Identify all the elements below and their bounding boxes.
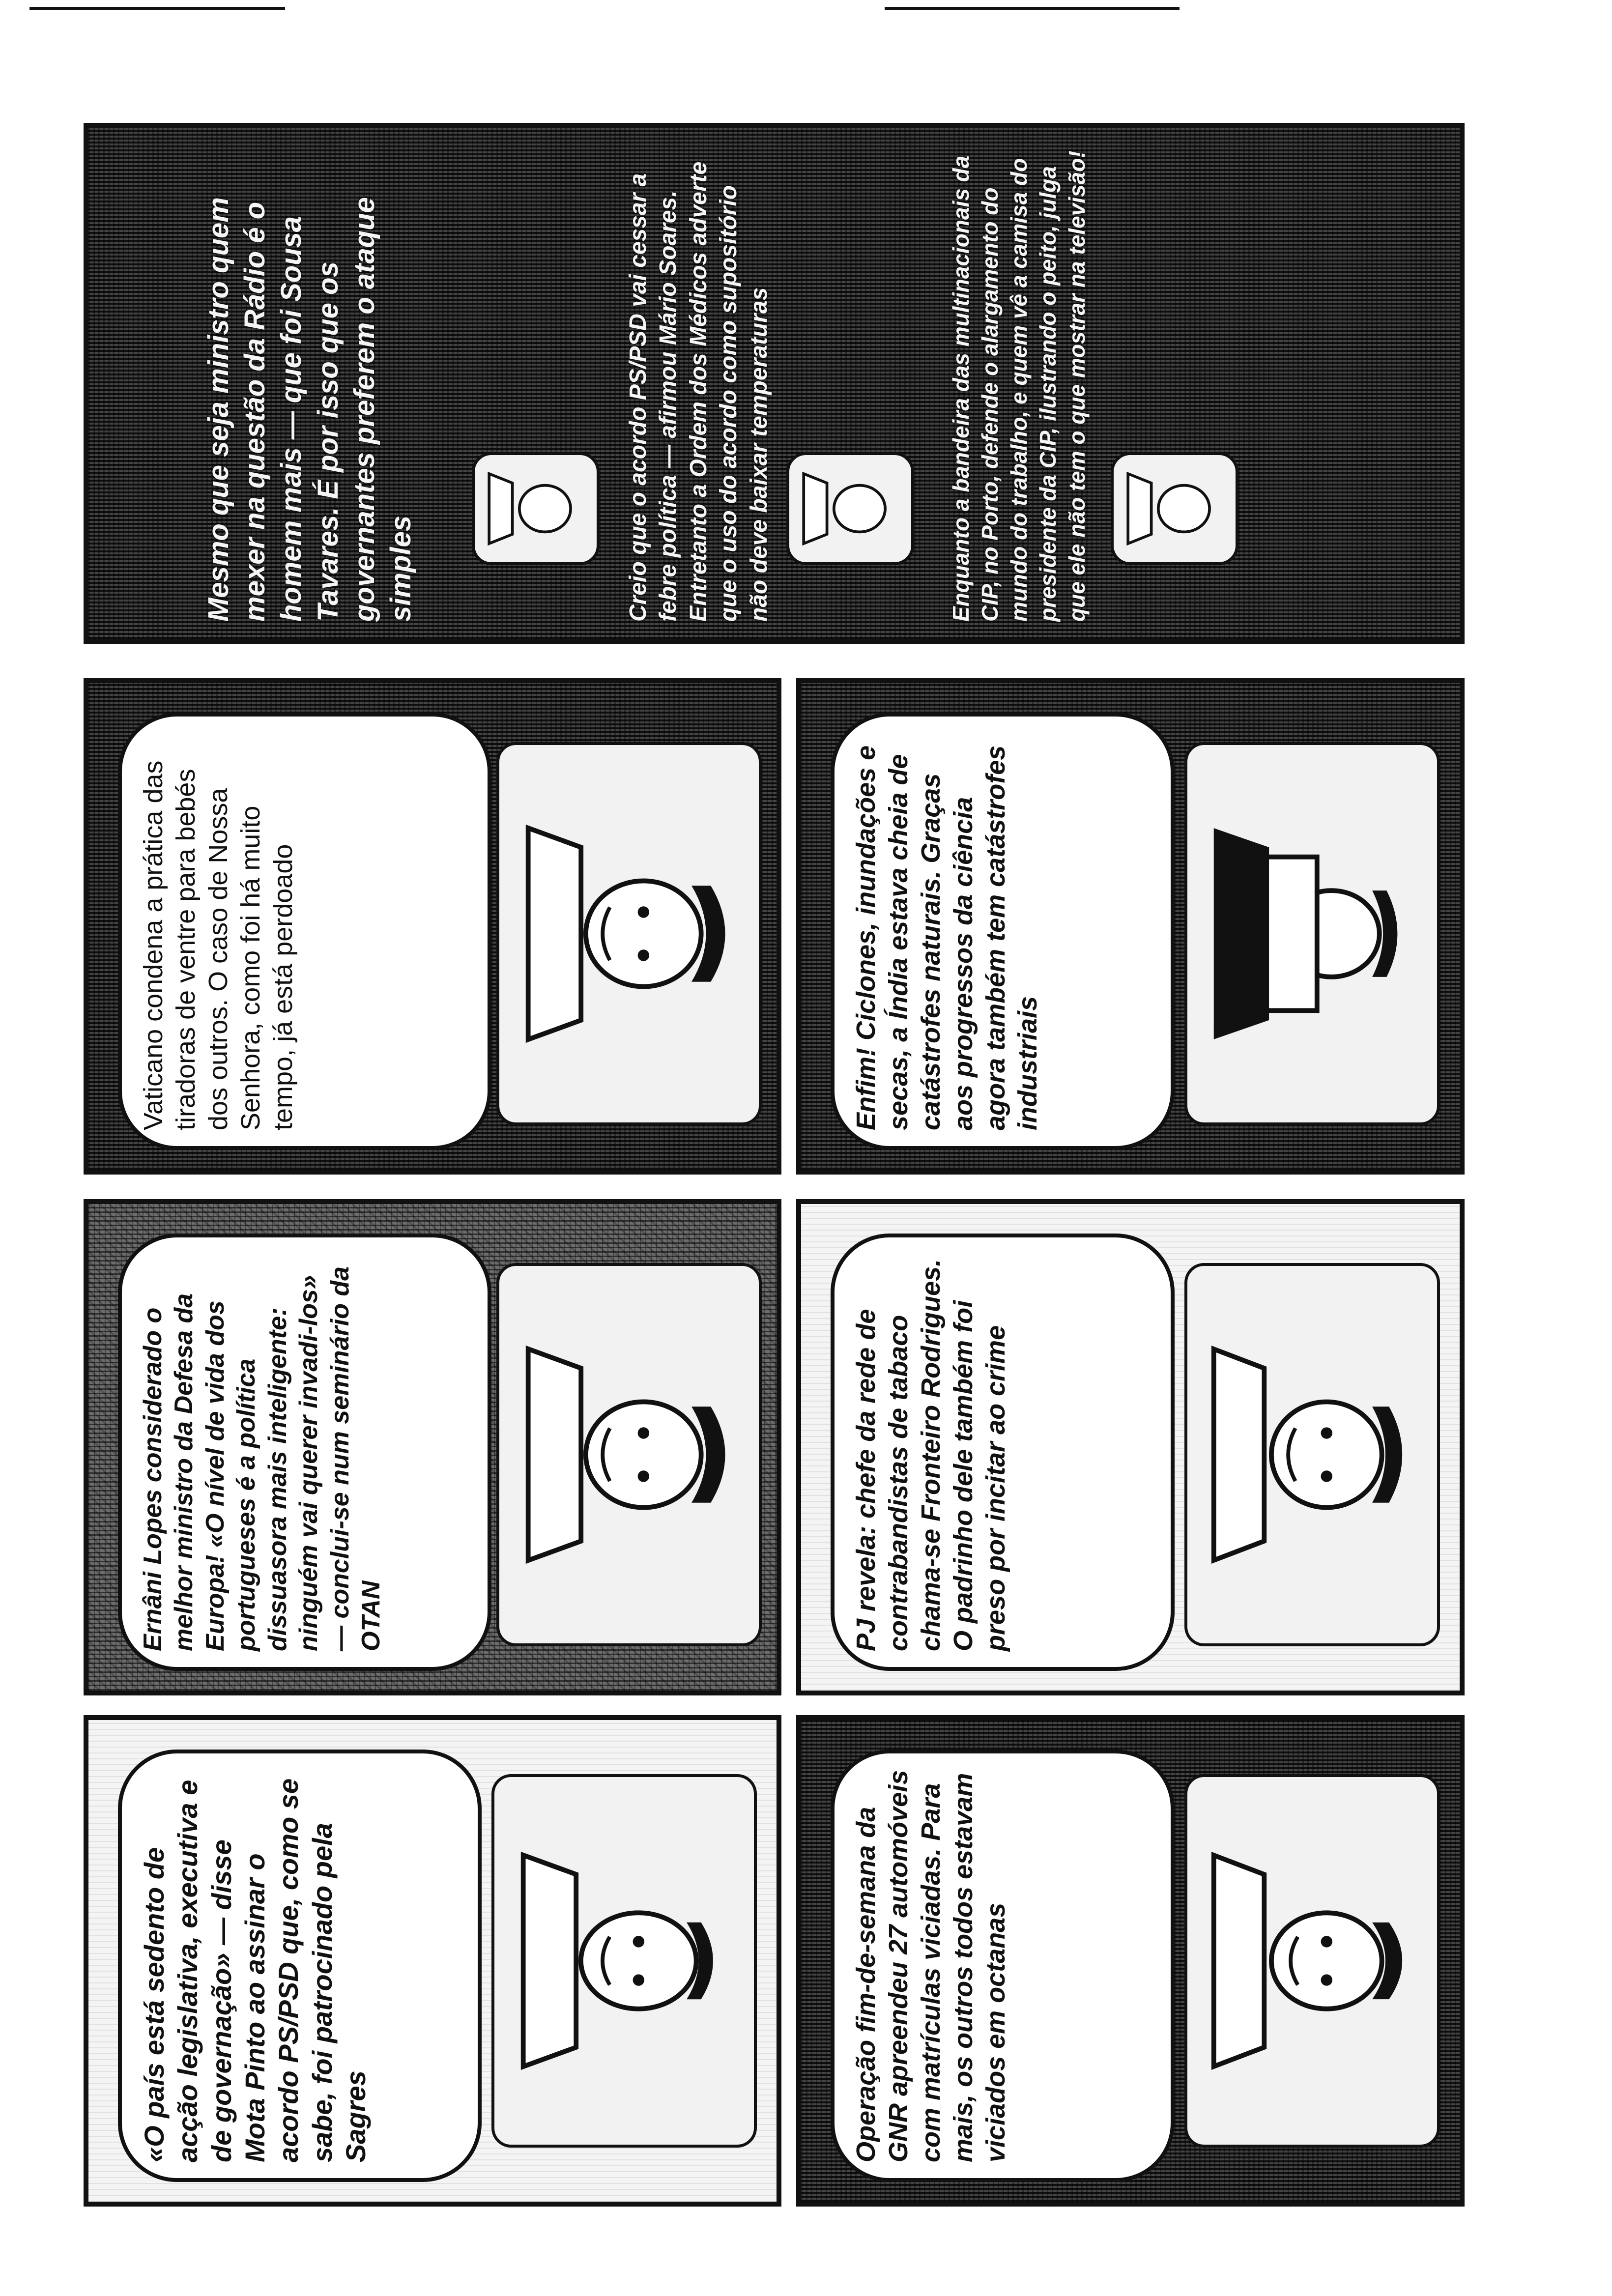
panel-operacao-gnr	[796, 1715, 1465, 2207]
anchor-figure	[499, 1266, 759, 1643]
speech-bubble	[831, 1750, 1175, 2182]
speech-bubble	[118, 1234, 491, 1671]
tv-screen	[491, 1774, 757, 2148]
panel-mota-pinto	[84, 1715, 781, 2207]
panel-pj-revela	[796, 1199, 1465, 1695]
anchor-figure	[1187, 1266, 1437, 1643]
tv-screen	[1184, 742, 1440, 1125]
big-caption-mundo-televisao: Enquanto a bandeira das multinacionais da CIP, no Porto, defende o alargamento do mundo do trabalho, e quem vê a camisa do presidente da CIP, ilustrando o peito, julga que ele não tem o que mostrar na televisão!	[948, 150, 1090, 622]
anchor-figure	[494, 1777, 754, 2145]
caption-ernani-lopes: Ernâni Lopes considerado o melhor ministro da Defesa da Europa! «O nível de vida dos portugueses é a política dissuasora mais inteligente: ninguém vai querer invadi-los» — conclui-se num seminário da OTAN	[139, 1266, 386, 1651]
speech-bubble	[118, 1750, 482, 2182]
tv-screen-3	[1111, 452, 1238, 565]
anchor-figure	[789, 455, 911, 562]
speech-bubble	[831, 713, 1175, 1150]
anchor-figure	[475, 455, 597, 562]
tv-screen	[1184, 1263, 1440, 1646]
speech-bubble	[118, 713, 491, 1150]
tv-screen-1	[472, 452, 600, 565]
tv-screen	[496, 742, 762, 1125]
caption-operacao-gnr: Operação fim-de-semana da GNR apreendeu 27 automóveis com matrículas viciadas. Para mais, os outros todos estavam viciados em octanas	[851, 1770, 1010, 2162]
anchor-figure	[1114, 455, 1236, 562]
anchor-figure	[499, 745, 759, 1122]
tv-screen	[496, 1263, 762, 1646]
big-caption-acordo-ps-psd: Creio que o acordo PS/PSD vai cessar a febre política — afirmou Mário Soares. Entretanto a Ordem dos Médicos adverte que o uso do acordo como supositório não deve baixar temperaturas	[625, 161, 772, 622]
panel-vaticano	[84, 678, 781, 1175]
panel-ernani-lopes	[84, 1199, 781, 1695]
speech-bubble	[831, 1234, 1175, 1671]
anchor-figure	[1187, 745, 1437, 1122]
tv-screen	[1184, 1774, 1440, 2148]
panel-big-column	[84, 123, 1465, 644]
caption-mota-pinto: «O país está sedento de acção legislativa, executiva e de governação» — disse Mota Pinto ao assinar o acordo PS/PSD que, como se sabe, foi patrocinado pela Sagres	[139, 1778, 371, 2162]
big-caption-sousa-tavares: Mesmo que seja ministro quem mexer na questão da Rádio é o homem mais — que foi Sousa Tavares. É por isso que os governantes preferem o ataque simples	[202, 197, 417, 622]
anchor-figure	[1187, 1777, 1437, 2145]
tv-screen-2	[786, 452, 914, 565]
caption-pj-revela: PJ revela: chefe da rede de contrabandistas de tabaco chama-se Fronteiro Rodrigues. O padrinho dele também foi preso por incitar ao crime	[851, 1259, 1010, 1651]
caption-vaticano: Vaticano condena a prática das tiradoras de ventre para bebés dos outros. O caso de Nossa Senhora, como foi há muito tempo, já está perdoado	[139, 760, 298, 1130]
caption-enfim-ciclones: Enfim! Ciclones, inundações e secas, a Índia estava cheia de catástrofes naturais. Graças aos progressos da ciência agora também tem catástrofes industriais	[851, 745, 1043, 1130]
panel-enfim-ciclones	[796, 678, 1465, 1175]
